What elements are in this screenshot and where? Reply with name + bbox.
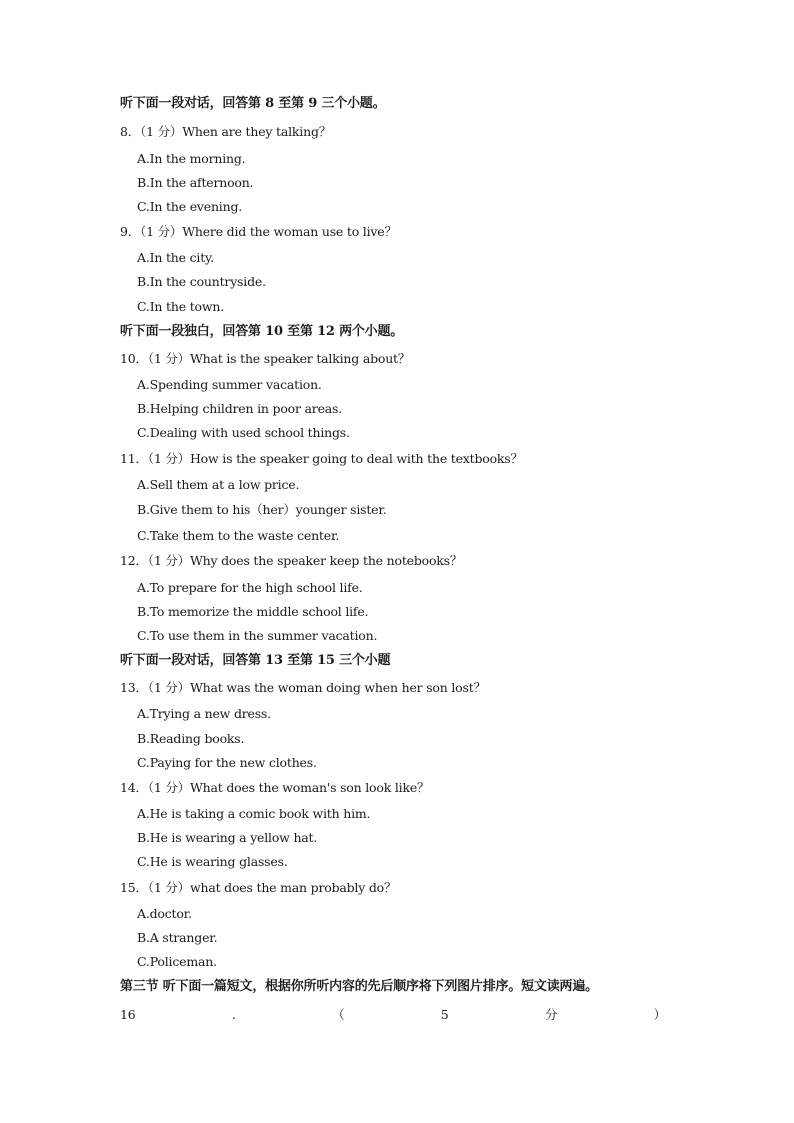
question-13-option-b: B.Reading books. bbox=[137, 731, 245, 746]
question-16-number: 16 bbox=[120, 1007, 136, 1022]
question-8-option-c: C.In the evening. bbox=[137, 199, 243, 214]
question-11-option-c: C.Take them to the waste center. bbox=[137, 528, 340, 543]
question-12-option-b: B.To memorize the middle school life. bbox=[137, 604, 369, 619]
question-10-option-a: A.Spending summer vacation. bbox=[137, 377, 322, 392]
question-13-option-c: C.Paying for the new clothes. bbox=[137, 755, 317, 770]
question-13-option-a: A.Trying a new dress. bbox=[137, 706, 271, 721]
question-15-option-b: B.A stranger. bbox=[137, 930, 218, 945]
section-heading-2: 听下面一段独白，回答第 10 至第 12 两个小题。 bbox=[120, 324, 404, 339]
section-heading-3: 听下面一段对话，回答第 13 至第 15 三个小题 bbox=[120, 653, 391, 668]
question-11-option-a: A.Sell them at a low price. bbox=[137, 477, 300, 492]
question-16-close-paren: ） bbox=[653, 1007, 666, 1022]
question-12-option-a: A.To prepare for the high school life. bbox=[137, 580, 363, 595]
question-16-stem bbox=[120, 1007, 666, 1023]
question-10-stem: 10．（1 分）What is the speaker talking about？ bbox=[120, 351, 411, 366]
question-9-stem: 9．（1 分）Where did the woman use to live？ bbox=[120, 224, 397, 239]
question-16-unit: 分 bbox=[544, 1007, 558, 1022]
question-9-option-b: B.In the countryside. bbox=[137, 274, 266, 289]
question-9-option-c: C.In the town. bbox=[137, 299, 224, 314]
question-14-option-a: A.He is taking a comic book with him. bbox=[137, 806, 371, 821]
question-15-option-c: C.Policeman. bbox=[137, 954, 217, 969]
question-10-option-b: B.Helping children in poor areas. bbox=[137, 401, 343, 416]
question-15-option-a: A.doctor. bbox=[137, 906, 192, 921]
question-14-option-c: C.He is wearing glasses. bbox=[137, 854, 288, 869]
question-9-option-a: A.In the city. bbox=[137, 250, 215, 265]
question-12-option-c: C.To use them in the summer vacation. bbox=[137, 628, 378, 643]
question-8-option-a: A.In the morning. bbox=[137, 151, 246, 166]
question-16-dot: . bbox=[231, 1007, 236, 1022]
question-16-open-paren: （ bbox=[332, 1007, 345, 1022]
question-8-stem: 8．（1 分）When are they talking？ bbox=[120, 124, 332, 139]
question-16-score: 5 bbox=[440, 1007, 449, 1022]
question-14-stem: 14．（1 分）What does the woman's son look like？ bbox=[120, 780, 430, 795]
question-11-stem: 11．（1 分）How is the speaker going to deal with the textbooks？ bbox=[120, 451, 523, 466]
question-12-stem: 12．（1 分）Why does the speaker keep the notebooks？ bbox=[120, 553, 463, 568]
question-11-option-b: B.Give them to his（her）younger sister. bbox=[137, 502, 387, 517]
question-8-option-b: B.In the afternoon. bbox=[137, 175, 254, 190]
question-10-option-c: C.Dealing with used school things. bbox=[137, 425, 350, 440]
section-heading-1: 听下面一段对话，回答第 8 至第 9 三个小题。 bbox=[120, 96, 386, 111]
section-heading-4: 第三节 听下面一篇短文，根据你所听内容的先后顺序将下列图片排序。短文读两遍。 bbox=[120, 979, 598, 994]
question-15-stem: 15．（1 分）what does the man probably do？ bbox=[120, 880, 397, 895]
question-13-stem: 13．（1 分）What was the woman doing when her son lost？ bbox=[120, 680, 486, 695]
question-14-option-b: B.He is wearing a yellow hat. bbox=[137, 830, 318, 845]
